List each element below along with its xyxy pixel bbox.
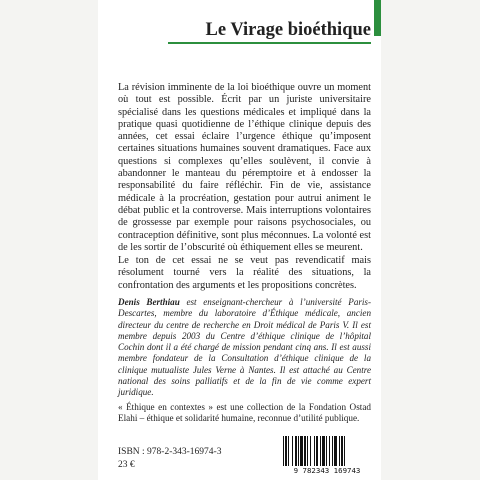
price: 23 € <box>118 460 135 470</box>
title-block <box>168 20 371 44</box>
book-title: Le Virage bioéthique <box>205 20 371 40</box>
collection-note: « Éthique en contextes » est une collection de la Fondation Ostad Elahi – éthique et solidarité humaine, reconnue d’utilité publique. <box>118 402 371 424</box>
blurb-paragraph-1: La révision imminente de la loi bioéthique ouvre un moment où tout est possible. Écrit par un juriste universitaire spécialisé dans les questions médicales et impliqué dans la pratique quasi quotidienne de l’éthique clinique depuis des années, cet essai éclaire l’urgence éthique qu’imposent certaines situations humaines souvent dramatiques. Face aux questions si complexes qu’elles soulèvent, il convie à abandonner le manteau du péremptoire et à endosser la responsabilité du faire réfléchir. Fin de vie, assistance médicale à la procréation, gestation pour autrui animent le débat public et la controverse. Mais interruptions volontaires de grossesse par exemple pour raisons psychosociales, ou contraception définitive, sont plus méconnues. La volonté est de les sortir de l’obscurité où éthiquement elles se meurent. <box>118 82 371 253</box>
barcode-digits: 9 782343 169743 <box>281 466 373 475</box>
barcode <box>281 436 373 476</box>
accent-bar <box>374 0 381 36</box>
author-name: Denis Berthiau <box>118 297 180 307</box>
isbn: ISBN : 978-2-343-16974-3 <box>118 447 222 457</box>
blurb-paragraph-2: Le ton de cet essai ne se veut pas revendicatif mais résolument tourné vers la réalité des situations, la confrontation des arguments et les propositions concrètes. <box>118 255 371 291</box>
back-cover <box>98 0 381 480</box>
author-bio-text: est enseignant-chercheur à l’université Paris-Descartes, membre du laboratoire d’Éthique médicale, ancien directeur du centre de recherche en Droit médical de Paris V. Il est membre depuis 2003 du Centre d’éthique clinique de l’hôpital Cochin dont il a été chargé de mission pendant cinq ans. Il est aussi membre fondateur de la Consultation d’éthique clinique de la clinique mutualiste Jules Verne à Nantes. Il est attaché au Centre national des soins palliatifs et de la fin de vie comme expert juridique. <box>118 297 371 398</box>
barcode-icon <box>281 436 373 467</box>
author-bio <box>118 297 371 399</box>
